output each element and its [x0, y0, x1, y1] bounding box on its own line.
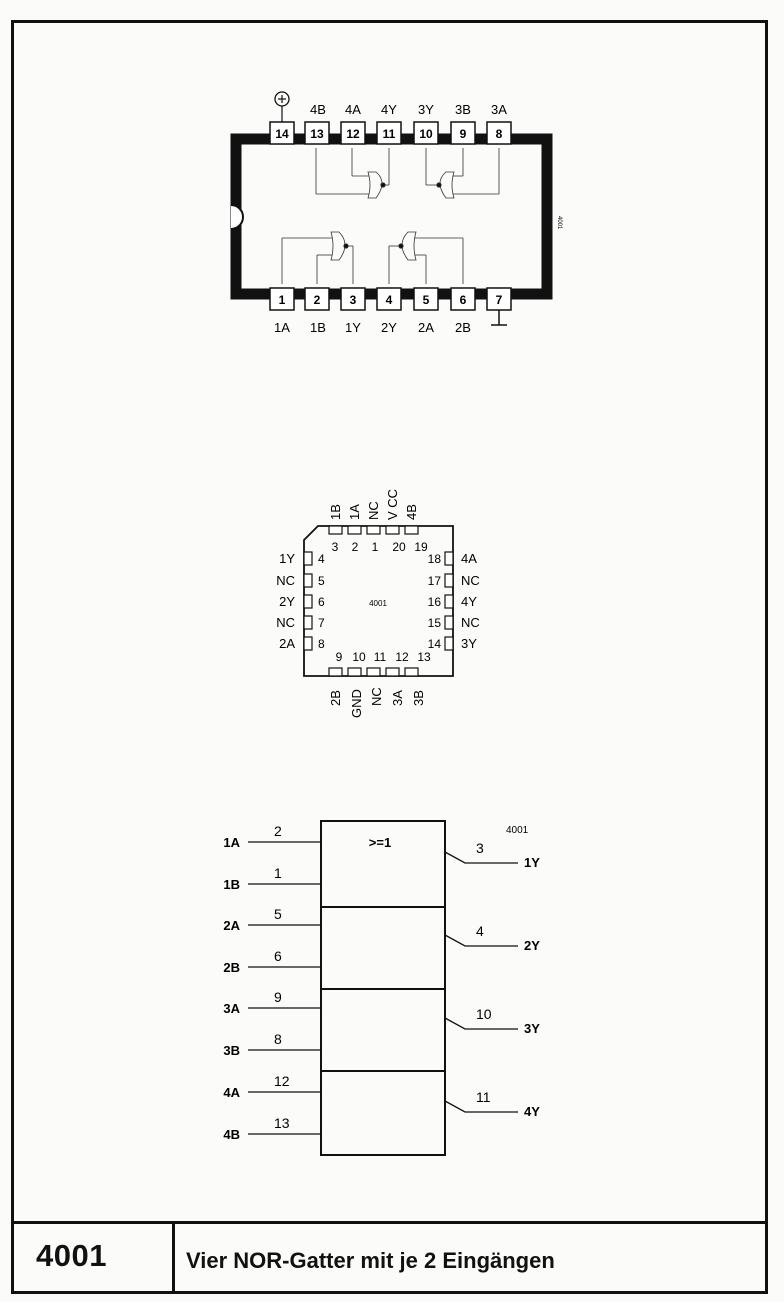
- plcc-package-diagram: [276, 489, 480, 718]
- plcc-pin-number: 6: [318, 595, 325, 609]
- dip-pin: [341, 288, 365, 310]
- plcc-pin-number: 19: [414, 540, 428, 554]
- input-name: 4A: [223, 1085, 240, 1100]
- output-name: 3Y: [524, 1021, 540, 1036]
- plcc-pin-number: 4: [318, 552, 325, 566]
- plcc-pin-number: 10: [352, 650, 366, 664]
- dip-top-label: 4A: [345, 102, 361, 117]
- dip-pin-number: 11: [382, 127, 396, 141]
- output-names: [524, 855, 540, 1119]
- dip-pin-number: 1: [278, 293, 286, 307]
- dip-pin: [341, 122, 365, 144]
- dip-pin: [487, 288, 511, 310]
- footer-divider: [11, 1221, 768, 1224]
- input-names: [223, 835, 240, 1142]
- plcc-pin-name: 2A: [279, 636, 295, 651]
- plcc-pin-number: 16: [427, 595, 441, 609]
- plcc-pin-number: 11: [373, 650, 387, 664]
- dip-top-label: 3B: [455, 102, 471, 117]
- plcc-center-label: 4001: [369, 599, 387, 608]
- plcc-pin-name: NC: [276, 615, 295, 630]
- dip-bottom-label: 1B: [310, 320, 326, 335]
- plcc-pin-number: 8: [318, 637, 325, 651]
- dip-pin-number: 8: [495, 127, 503, 141]
- gate-box: [321, 907, 445, 989]
- dip-pin-number: 12: [346, 127, 360, 141]
- dip-pin: [377, 288, 401, 310]
- plcc-pin-number: 7: [318, 616, 325, 630]
- plcc-pin-name: 4B: [404, 504, 419, 520]
- dip-top-labels: [310, 102, 507, 117]
- dip-pin: [451, 122, 475, 144]
- dip-pin-number: 7: [495, 293, 503, 307]
- plcc-right-names: [461, 551, 480, 651]
- logic-symbol-diagram: [223, 821, 540, 1155]
- ground-symbol: [491, 310, 507, 325]
- input-name: 4B: [223, 1127, 240, 1142]
- nor-gate-shape: [402, 232, 416, 260]
- input-pin-number: 2: [274, 823, 282, 839]
- plcc-top-numbers: [332, 540, 428, 554]
- plcc-pin-name: 1A: [347, 504, 362, 520]
- plcc-pin-name: NC: [366, 501, 381, 520]
- plcc-pin-number: 14: [427, 637, 441, 651]
- plcc-pin-number: 17: [427, 574, 441, 588]
- dip-internal-wiring: [282, 148, 499, 284]
- output-pin-number: 4: [476, 923, 484, 939]
- dip-pin: [487, 122, 511, 144]
- dip-pin: [270, 122, 294, 144]
- plcc-pin-name: 1Y: [279, 551, 295, 566]
- input-pin-number: 12: [274, 1073, 290, 1089]
- nor-qualifier-symbol: >=1: [368, 835, 392, 850]
- dip-bottom-label: 2A: [418, 320, 434, 335]
- dip-bottom-label: 1Y: [345, 320, 361, 335]
- dip-bottom-label: 2Y: [381, 320, 397, 335]
- dip-pin-number: 2: [313, 293, 321, 307]
- plcc-pin-name: 4Y: [461, 594, 477, 609]
- plcc-pin-name: 3B: [411, 690, 426, 706]
- dip-pin-number: 3: [349, 293, 357, 307]
- dip-pin-number: 5: [422, 293, 430, 307]
- dip-bottom-label: 1A: [274, 320, 290, 335]
- output-pin-number: 3: [476, 840, 484, 856]
- dip-pin-number: 6: [459, 293, 467, 307]
- plcc-pin-name: 2Y: [279, 594, 295, 609]
- dip-bottom-labels: [274, 320, 471, 335]
- plcc-pin-name: NC: [369, 687, 384, 706]
- plcc-pin-name: GND: [349, 689, 364, 718]
- dip-pin-number: 14: [275, 127, 289, 141]
- nor-gate-shape: [331, 232, 345, 260]
- input-name: 3B: [223, 1043, 240, 1058]
- plcc-left-pads: [304, 552, 312, 650]
- dip-pin-number: 13: [310, 127, 324, 141]
- output-lines: [445, 852, 518, 1112]
- gate-box: [321, 989, 445, 1071]
- dip-top-label: 3A: [491, 102, 507, 117]
- input-name: 2A: [223, 918, 240, 933]
- plcc-top-names: [328, 489, 419, 520]
- output-name: 2Y: [524, 938, 540, 953]
- dip-pin: [377, 122, 401, 144]
- input-name: 2B: [223, 960, 240, 975]
- dip-pin-number: 10: [419, 127, 433, 141]
- input-pin-number: 6: [274, 948, 282, 964]
- dip-bottom-label: 2B: [455, 320, 471, 335]
- plcc-pin-name: 3A: [390, 690, 405, 706]
- dip-pin: [414, 122, 438, 144]
- plcc-pin-number: 15: [427, 616, 441, 630]
- dip-side-text: 4001: [556, 216, 562, 230]
- input-pin-number: 8: [274, 1031, 282, 1047]
- dip-pin: [414, 288, 438, 310]
- nor-gate-shape: [440, 172, 454, 198]
- logic-ref-label: 4001: [506, 825, 529, 836]
- plcc-pin-name: 2B: [328, 690, 343, 706]
- input-name: 1A: [223, 835, 240, 850]
- plcc-pin-number: 13: [417, 650, 431, 664]
- plcc-left-names: [276, 551, 295, 651]
- output-name: 1Y: [524, 855, 540, 870]
- gate-box: [321, 1071, 445, 1155]
- gate-boxes: [321, 821, 445, 1155]
- dip-top-label: 4B: [310, 102, 326, 117]
- dip-bottom-pins: [270, 288, 511, 310]
- dip-package-diagram: [231, 92, 562, 335]
- plcc-right-numbers: [428, 552, 442, 651]
- plcc-pin-number: 18: [427, 552, 441, 566]
- plcc-pin-number: 5: [318, 574, 325, 588]
- plcc-pin-number: 3: [331, 540, 339, 554]
- dip-pin: [270, 288, 294, 310]
- plcc-right-pads: [445, 552, 453, 650]
- dip-pin-number: 4: [385, 293, 393, 307]
- part-title: Vier NOR-Gatter mit je 2 Eingängen: [186, 1248, 555, 1273]
- input-name: 1B: [223, 877, 240, 892]
- output-name: 4Y: [524, 1104, 540, 1119]
- plcc-pin-number: 9: [335, 650, 343, 664]
- plcc-bottom-numbers: [336, 650, 431, 664]
- plcc-bottom-pads: [329, 668, 418, 676]
- plcc-pin-name: NC: [461, 615, 480, 630]
- dip-top-label: 4Y: [381, 102, 397, 117]
- plcc-pin-number: 1: [371, 540, 379, 554]
- plcc-pin-number: 12: [395, 650, 409, 664]
- plcc-pin-number: 2: [351, 540, 359, 554]
- input-pin-number: 1: [274, 865, 282, 881]
- dip-pin-number: 9: [459, 127, 467, 141]
- plcc-pin-number: 20: [392, 540, 406, 554]
- plcc-pin-name: NC: [461, 573, 480, 588]
- output-pin-numbers: [476, 840, 492, 1105]
- input-pin-number: 5: [274, 906, 282, 922]
- dip-pin: [305, 122, 329, 144]
- output-pin-number: 11: [476, 1089, 491, 1105]
- input-pin-number: 13: [274, 1115, 290, 1131]
- dip-top-label: 3Y: [418, 102, 434, 117]
- gate-box: [321, 821, 445, 907]
- plcc-top-pads: [329, 526, 418, 534]
- plcc-pin-name: V CC: [385, 488, 400, 520]
- plcc-left-numbers: [318, 552, 325, 651]
- input-lines: [248, 842, 321, 1134]
- plcc-pin-name: 4A: [461, 551, 477, 566]
- dip-pin: [305, 288, 329, 310]
- dip-body: [236, 139, 547, 294]
- dip-pin: [451, 288, 475, 310]
- input-name: 3A: [223, 1001, 240, 1016]
- part-number: 4001: [36, 1238, 107, 1273]
- output-pin-number: 10: [476, 1006, 492, 1022]
- dip-top-pins: [270, 122, 511, 144]
- input-pin-number: 9: [274, 989, 282, 1005]
- input-pin-numbers: [274, 823, 290, 1131]
- footer-vertical-divider: [172, 1221, 175, 1294]
- nor-gate-shape: [368, 172, 382, 198]
- plcc-bottom-names: [328, 687, 426, 718]
- plcc-pin-name: NC: [276, 573, 295, 588]
- plcc-pin-name: 1B: [328, 504, 343, 520]
- plcc-pin-name: 3Y: [461, 636, 477, 651]
